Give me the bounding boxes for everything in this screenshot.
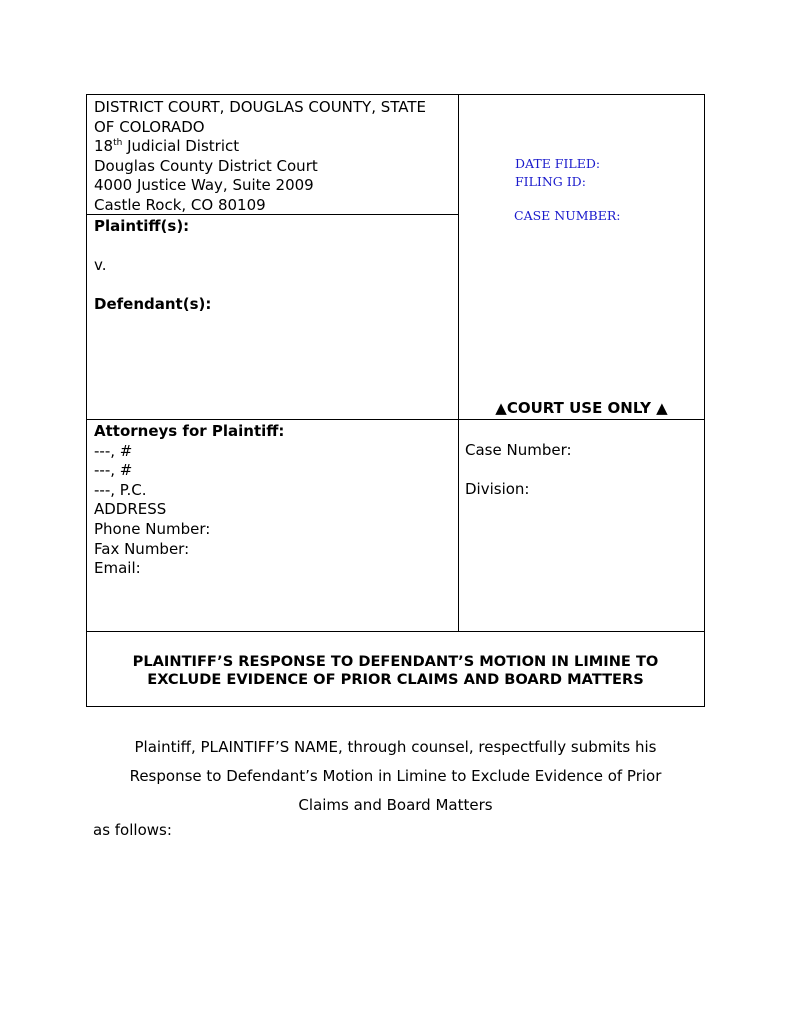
attorney-fax: Fax Number:: [94, 539, 190, 558]
as-follows-text: as follows:: [93, 821, 172, 839]
plaintiff-label: Plaintiff(s):: [94, 217, 190, 235]
title-line-2: EXCLUDE EVIDENCE OF PRIOR CLAIMS AND BOARD MATTERS: [147, 671, 644, 688]
court-use-only-label: ▲COURT USE ONLY ▲: [495, 399, 668, 417]
court-line-2: OF COLORADO: [94, 117, 205, 136]
judicial-district: [94, 137, 454, 157]
court-name: Douglas County District Court: [94, 156, 318, 175]
attorney-info: [94, 422, 454, 579]
district-text: Judicial District: [122, 137, 240, 156]
intro-paragraph: [86, 733, 705, 820]
defendant-label: Defendant(s):: [94, 295, 212, 314]
caption-divider-parties-attorneys: [87, 419, 704, 420]
attorney-address: ADDRESS: [94, 500, 167, 519]
district-number: 18: [94, 137, 114, 156]
case-info: [465, 441, 700, 500]
stamp-date-filed: DATE FILED:: [515, 156, 601, 171]
intro-line-1: Plaintiff, PLAINTIFF’S NAME, through counsel, respectfully submits his: [134, 738, 657, 756]
caption-divider-attorneys-title: [87, 631, 704, 632]
attorney-phone: Phone Number:: [94, 519, 211, 538]
spacer: [94, 237, 454, 257]
stamp-case-number: CASE NUMBER:: [514, 208, 621, 223]
title-line-1: PLAINTIFF’S RESPONSE TO DEFENDANT’S MOTION IN LIMINE TO: [132, 653, 659, 670]
attorney-firm: ---, P.C.: [94, 480, 147, 499]
intro-line-2: Response to Defendant’s Motion in Limine to Exclude Evidence of Prior: [129, 767, 662, 785]
parties-info: [94, 217, 454, 315]
court-info: [94, 98, 454, 216]
intro-line-3: Claims and Board Matters: [298, 796, 493, 814]
court-line-1: DISTRICT COURT, DOUGLAS COUNTY, STATE: [94, 98, 427, 116]
caption-vertical-divider: [458, 95, 459, 631]
stamp-filing-id: FILING ID:: [515, 174, 586, 189]
court-city: Castle Rock, CO 80109: [94, 195, 266, 214]
attorney-line-2: ---, #: [94, 461, 133, 480]
division-label: Division:: [465, 480, 530, 499]
district-ordinal-suffix: th: [113, 138, 123, 149]
case-number-label: Case Number:: [465, 441, 572, 459]
spacer: [465, 461, 700, 481]
attorney-email: Email:: [94, 559, 141, 578]
document-title: [87, 653, 704, 689]
versus-label: v.: [94, 256, 107, 275]
attorneys-heading: Attorneys for Plaintiff:: [94, 422, 285, 440]
caption-table: [86, 94, 705, 707]
spacer: [94, 276, 454, 296]
attorney-line-1: ---, #: [94, 441, 133, 460]
court-street: 4000 Justice Way, Suite 2009: [94, 176, 314, 195]
